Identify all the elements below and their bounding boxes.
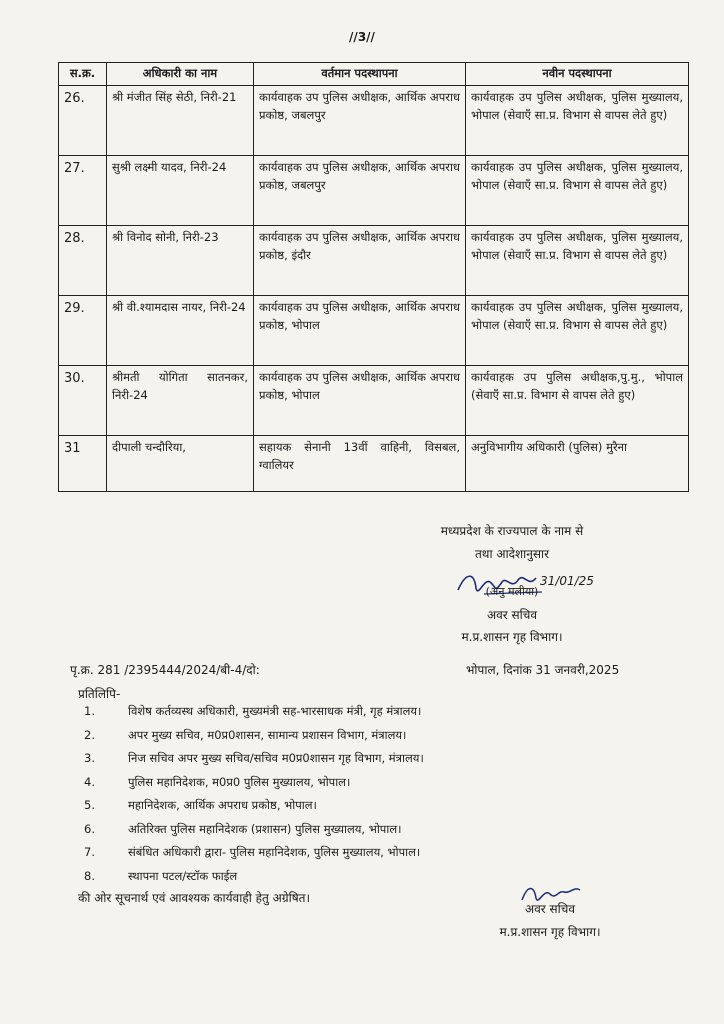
table-row [59,225,689,295]
table-row [59,85,689,155]
row-sno: 28. [59,225,107,295]
copy-list [78,700,638,888]
row-officer-name: सुश्री लक्ष्मी यादव, निरी-24 [107,155,254,225]
row-current-posting: कार्यवाहक उप पुलिस अधीक्षक, आर्थिक अपराध प्रकोष्ठ, जबलपुर [254,155,466,225]
department: म.प्र.शासन गृह विभाग। [461,630,563,645]
list-item: 2. अपर मुख्य सचिव, म0प्र0शासन, सामान्य प्रशासन विभाग, मंत्रालय। [84,727,407,742]
row-current-posting: कार्यवाहक उप पुलिस अधीक्षक, आर्थिक अपराध प्रकोष्ठ, भोपाल [254,365,466,435]
row-new-posting: अनुविभागीय अधिकारी (पुलिस) मुरैना [466,435,689,491]
reference-number: पृ.क्र. 281 /2395444/2024/बी-4/दो: [70,663,260,677]
copy-label: प्रतिलिपि- [78,687,121,701]
row-sno: 30. [59,365,107,435]
header-name: अधिकारी का नाम [107,63,254,86]
row-new-posting: कार्यवाहक उप पुलिस अधीक्षक, पुलिस मुख्यालय, भोपाल (सेवाएँ सा.प्र. विभाग से वापस लेते हुए) [466,155,689,225]
list-item: 1. विशेष कर्तव्यस्थ अधिकारी, मुख्यमंत्री सह-भारसाधक मंत्री, गृह मंत्रालय। [84,704,422,718]
list-item: 8. स्थापना पटल/स्टॉक फाईल [84,868,238,883]
signature-date: 31/01/25 [540,573,594,588]
row-new-posting: कार्यवाहक उप पुलिस अधीक्षक, पुलिस मुख्यालय, भोपाल (सेवाएँ सा.प्र. विभाग से वापस लेते हुए) [466,225,689,295]
department-2: म.प्र.शासन गृह विभाग। [499,924,601,939]
list-item: 4. पुलिस महानिदेशक, म0प्र0 पुलिस मुख्यालय, भोपाल। [84,774,351,789]
row-new-posting: कार्यवाहक उप पुलिस अधीक्षक, पुलिस मुख्यालय, भोपाल (सेवाएँ सा.प्र. विभाग से वापस लेते हुए) [466,85,689,155]
table-row [59,155,689,225]
row-officer-name: श्री वी.श्यामदास नायर, निरी-24 [107,295,254,365]
signature-area [362,566,662,604]
row-current-posting: सहायक सेनानी 13वीं वाहिनी, विसबल, ग्वालियर [254,435,466,491]
header-sno: स.क्र. [59,63,107,86]
order-line-2: तथा आदेशानुसार [474,546,550,561]
list-item: 3. निज सचिव अपर मुख्य सचिव/सचिव म0प्र0शासन गृह विभाग, मंत्रालय। [84,751,424,765]
row-new-posting: कार्यवाहक उप पुलिस अधीक्षक,पु.मु., भोपाल (सेवाएँ सा.प्र. विभाग से वापस लेते हुए) [466,365,689,435]
signatory-name: (अनु मलीया) [485,584,539,598]
row-sno: 26. [59,85,107,155]
row-officer-name: श्री विनोद सोनी, निरी-23 [107,225,254,295]
page-number: //3// [349,30,375,44]
table-header-row [59,63,689,86]
designation: अवर सचिव [486,607,538,622]
row-current-posting: कार्यवाहक उप पुलिस अधीक्षक, आर्थिक अपराध प्रकोष्ठ, इंदौर [254,225,466,295]
row-officer-name: श्री मंजीत सिंह सेठी, निरी-21 [107,85,254,155]
list-item: 7. संबंधित अधिकारी द्वारा- पुलिस महानिदेशक, पुलिस मुख्यालय, भोपाल। [84,845,421,859]
postings-table [58,62,689,492]
row-new-posting: कार्यवाहक उप पुलिस अधीक्षक, पुलिस मुख्यालय, भोपाल (सेवाएँ सा.प्र. विभाग से वापस लेते हुए) [466,295,689,365]
table-row [59,295,689,365]
row-current-posting: कार्यवाहक उप पुलिस अधीक्षक, आर्थिक अपराध प्रकोष्ठ, जबलपुर [254,85,466,155]
header-current-posting: वर्तमान पदस्थापना [254,63,466,86]
row-sno: 27. [59,155,107,225]
list-item: 6. अतिरिक्त पुलिस महानिदेशक (प्रशासन) पुलिस मुख्यालय, भोपाल। [84,821,402,836]
row-officer-name: दीपाली चन्दौरिया, [107,435,254,491]
list-item: 5. महानिदेशक, आर्थिक अपराध प्रकोष्ठ, भोपाल। [84,798,317,812]
order-line-1: मध्यप्रदेश के राज्यपाल के नाम से [440,524,584,538]
row-sno: 31 [59,435,107,491]
place-date: भोपाल, दिनांक 31 जनवरी,2025 [466,663,620,677]
row-sno: 29. [59,295,107,365]
table-row [59,435,689,491]
header-new-posting: नवीन पदस्थापना [466,63,689,86]
row-officer-name: श्रीमती योगिता सातनकर, निरी-24 [107,365,254,435]
designation-2: अवर सचिव [524,902,576,916]
table-row [59,365,689,435]
copy-signature-block [460,898,640,944]
closing-line: की ओर सूचनार्थ एवं आवश्यक कार्यवाही हेतु अग्रेषित। [78,891,311,905]
row-current-posting: कार्यवाहक उप पुलिस अधीक्षक, आर्थिक अपराध प्रकोष्ठ, भोपाल [254,295,466,365]
order-signature-block [362,520,662,649]
